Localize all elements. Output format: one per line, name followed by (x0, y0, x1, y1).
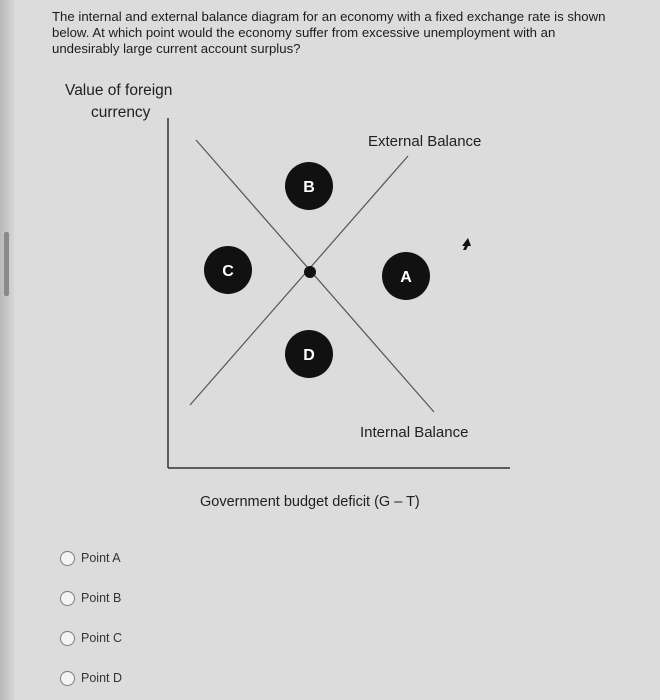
option-point-c[interactable] (60, 628, 122, 648)
option-point-a[interactable] (60, 548, 121, 568)
point-a (382, 252, 430, 300)
mouse-cursor-icon (462, 238, 471, 250)
x-axis-label: Government budget deficit (G – T) (200, 494, 420, 510)
y-axis-label-line2: currency (91, 104, 151, 121)
y-axis-label-line1: Value of foreign (65, 82, 173, 99)
option-point-d[interactable] (60, 668, 122, 688)
point-b-letter: B (303, 179, 315, 196)
external-balance-label: External Balance (368, 133, 482, 150)
point-b (285, 162, 333, 210)
radio-button[interactable] (60, 591, 75, 606)
option-label: Point D (81, 671, 122, 685)
option-label: Point A (81, 551, 121, 565)
radio-button[interactable] (60, 551, 75, 566)
point-c-letter: C (222, 263, 234, 280)
option-point-b[interactable] (60, 588, 121, 608)
question-text: The internal and external balance diagram for an economy with a fixed exchange rate is shown below. At which point would the economy suffer from excessive unemployment with an undesirably large current account surplus? (52, 9, 606, 56)
internal-balance-label: Internal Balance (360, 424, 469, 441)
point-d-letter: D (303, 347, 315, 364)
option-label: Point C (81, 631, 122, 645)
point-a-letter: A (400, 269, 412, 286)
intersection-dot (304, 266, 316, 278)
radio-button[interactable] (60, 631, 75, 646)
point-c (204, 246, 252, 294)
option-label: Point B (81, 591, 122, 605)
point-d (285, 330, 333, 378)
radio-button[interactable] (60, 671, 75, 686)
